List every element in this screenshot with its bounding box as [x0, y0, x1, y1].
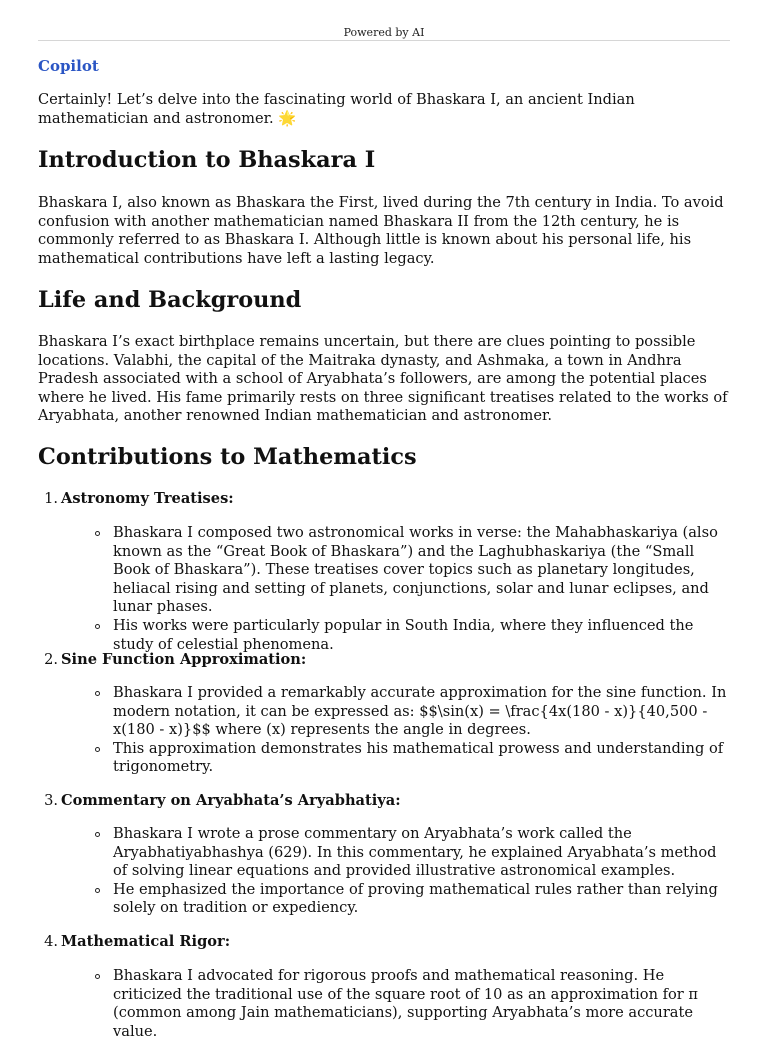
list-item: Bhaskara I advocated for rigorous proofs and mathematical reasoning. He criticized the traditional use of the square root of 10 as an approximation for π (common among Jain mathematicians), supporting Aryabhata’s more accurate value. [113, 967, 730, 1041]
intro-text: Certainly! Let’s delve into the fascinating world of Bhaskara I, an ancient Indian mathematician and astronomer. [38, 91, 635, 127]
list-number: 4. [44, 933, 58, 950]
sub-list-sine [113, 684, 730, 777]
list-number: 1. [44, 490, 58, 507]
circle-bullet-icon [95, 531, 100, 536]
list-item-sine-approximation [44, 651, 730, 670]
list-item: Bhaskara I wrote a prose commentary on Aryabhata’s work called the Aryabhatiyabhashya (629). In this commentary, he explained Aryabhata’s method of solving linear equations and provided illustrative astronomical examples. [113, 825, 730, 881]
intro-paragraph [38, 91, 730, 128]
list-item-title: Mathematical Rigor: [61, 933, 231, 950]
list-item-title: Commentary on Aryabhata’s Aryabhatiya: [61, 792, 401, 809]
introduction-paragraph: Bhaskara I, also known as Bhaskara the First, lived during the 7th century in India. To avoid confusion with another mathematician named Bhaskara II from the 12th century, he is commonly referred to as Bhaskara I. Although little is known about his personal life, his mathematical contributions have left a lasting legacy. [38, 194, 724, 267]
circle-bullet-icon [95, 832, 100, 837]
circle-bullet-icon [95, 624, 100, 629]
section-heading-life: Life and Background [38, 287, 302, 313]
sub-list-rigor [113, 967, 730, 1041]
list-number: 2. [44, 651, 58, 668]
circle-bullet-icon [95, 888, 100, 893]
section-heading-introduction: Introduction to Bhaskara I [38, 147, 376, 173]
list-item: His works were particularly popular in South India, where they influenced the study of celestial phenomena. [113, 617, 730, 654]
life-paragraph: Bhaskara I’s exact birthplace remains uncertain, but there are clues pointing to possible locations. Valabhi, the capital of the Maitraka dynasty, and Ashmaka, a town in Andhra Pradesh associated with a school of Aryabhata’s followers, are among the potential places where he lived. His fame primarily rests on three significant treatises related to the works of Aryabhata, another renowned Indian mathematician and astronomer. [38, 333, 728, 425]
list-item: Bhaskara I composed two astronomical works in verse: the Mahabhaskariya (also known as the “Great Book of Bhaskara”) and the Laghubhaskariya (the “Small Book of Bhaskara”). These treatises cover topics such as planetary longitudes, heliacal rising and setting of planets, conjunctions, solar and lunar eclipses, and lunar phases. [113, 524, 730, 617]
list-number: 3. [44, 792, 58, 809]
list-item: He emphasized the importance of proving mathematical rules rather than relying solely on tradition or expediency. [113, 881, 730, 918]
list-item-commentary [44, 792, 730, 811]
circle-bullet-icon [95, 974, 100, 979]
sub-list-commentary [113, 825, 730, 918]
section-heading-contributions: Contributions to Mathematics [38, 444, 417, 470]
sub-list-astronomy [113, 524, 730, 654]
list-item: This approximation demonstrates his mathematical prowess and understanding of trigonometry. [113, 740, 730, 777]
list-item-title: Sine Function Approximation: [61, 651, 307, 668]
list-item-title: Astronomy Treatises: [61, 490, 234, 507]
circle-bullet-icon [95, 691, 100, 696]
assistant-name: Copilot [38, 57, 99, 75]
glowing-star-icon: 🌟 [278, 109, 297, 127]
list-item-mathematical-rigor [44, 933, 730, 952]
list-item-astronomy-treatises [44, 490, 730, 509]
powered-by-header: Powered by AI [38, 26, 730, 41]
list-item: Bhaskara I provided a remarkably accurate approximation for the sine function. In modern notation, it can be expressed as: $$\sin(x) = \frac{4x(180 - x)}{40,500 - x(180 - x)}$$ where (x) represents the angle in degrees. [113, 684, 730, 740]
circle-bullet-icon [95, 747, 100, 752]
